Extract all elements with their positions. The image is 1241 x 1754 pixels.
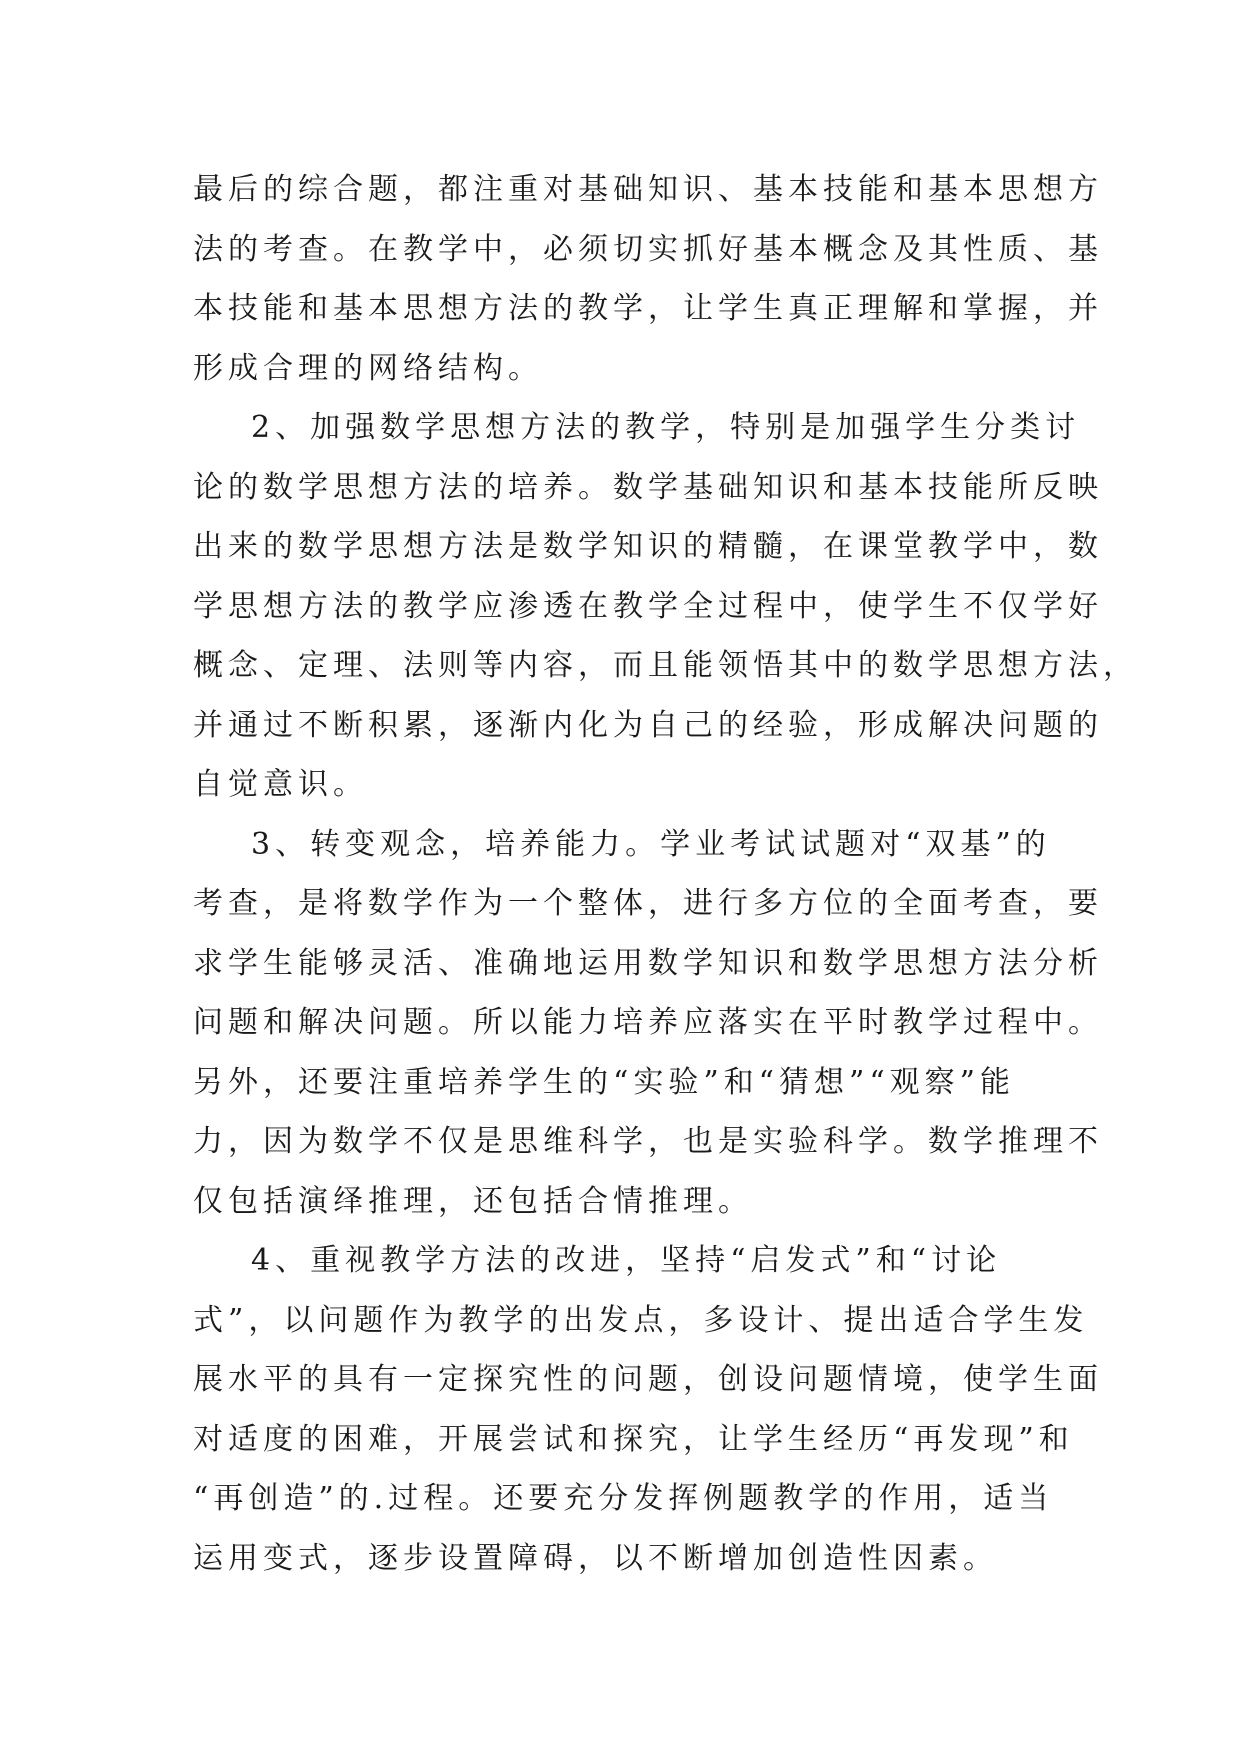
paragraph-line: 求学生能够灵活、准确地运用数学知识和数学思想方法分析 [193,945,1103,981]
paragraph-4 [193,1231,1103,1588]
paragraph-3 [193,815,1103,1232]
paragraph-line: 概念、定理、法则等内容，而且能领悟其中的数学思想方法， [193,648,1138,683]
paragraph-line: 展水平的具有一定探究性的问题，创设问题情境，使学生面 [193,1362,1103,1397]
paragraph-line: 自觉意识。 [193,767,368,802]
paragraph-line: 出来的数学思想方法是数学知识的精髓，在课堂教学中，数 [193,529,1103,564]
paragraph-line: 对适度的困难，开展尝试和探究，让学生经历“再发现”和 [193,1421,1074,1457]
paragraph-line: 运用变式，逐步设置障碍，以不断增加创造性因素。 [193,1540,998,1576]
paragraph-line: “再创造”的.过程。还要充分发挥例题教学的作用，适当 [193,1481,1054,1516]
paragraph-line: 问题和解决问题。所以能力培养应落实在平时教学过程中。 [193,1005,1103,1040]
paragraph-line: 学思想方法的教学应渗透在教学全过程中，使学生不仅学好 [193,588,1103,624]
document-body [193,160,1138,1588]
paragraph-line: 本技能和基本思想方法的教学，让学生真正理解和掌握，并 [193,291,1103,326]
paragraph-line: 式”，以问题作为教学的出发点，多设计、提出适合学生发 [193,1302,1089,1338]
paragraph-line: 4、重视教学方法的改进，坚持“启发式”和“讨论 [251,1243,1002,1278]
paragraph-line: 考查，是将数学作为一个整体，进行多方位的全面考查，要 [193,886,1103,921]
paragraph-line: 并通过不断积累，逐渐内化为自己的经验，形成解决问题的 [193,707,1103,743]
paragraph-line: 论的数学思想方法的培养。数学基础知识和基本技能所反映 [193,469,1103,505]
paragraph-line: 力，因为数学不仅是思维科学，也是实验科学。数学推理不 [193,1124,1103,1159]
paragraph-line: 仅包括演绎推理，还包括合情推理。 [193,1183,753,1219]
paragraph-line: 最后的综合题，都注重对基础知识、基本技能和基本思想方 [193,172,1103,207]
paragraph-line: 2、加强数学思想方法的教学，特别是加强学生分类讨 [251,410,1081,445]
paragraph-line: 3、转变观念，培养能力。学业考试试题对“双基”的 [251,826,1051,862]
paragraph-1 [193,160,1103,398]
paragraph-line: 另外，还要注重培养学生的“实验”和“猜想”“观察”能 [193,1064,1016,1100]
paragraph-2 [193,398,1138,815]
paragraph-line: 形成合理的网络结构。 [193,350,543,386]
paragraph-line: 法的考查。在教学中，必须切实抓好基本概念及其性质、基 [193,231,1103,267]
